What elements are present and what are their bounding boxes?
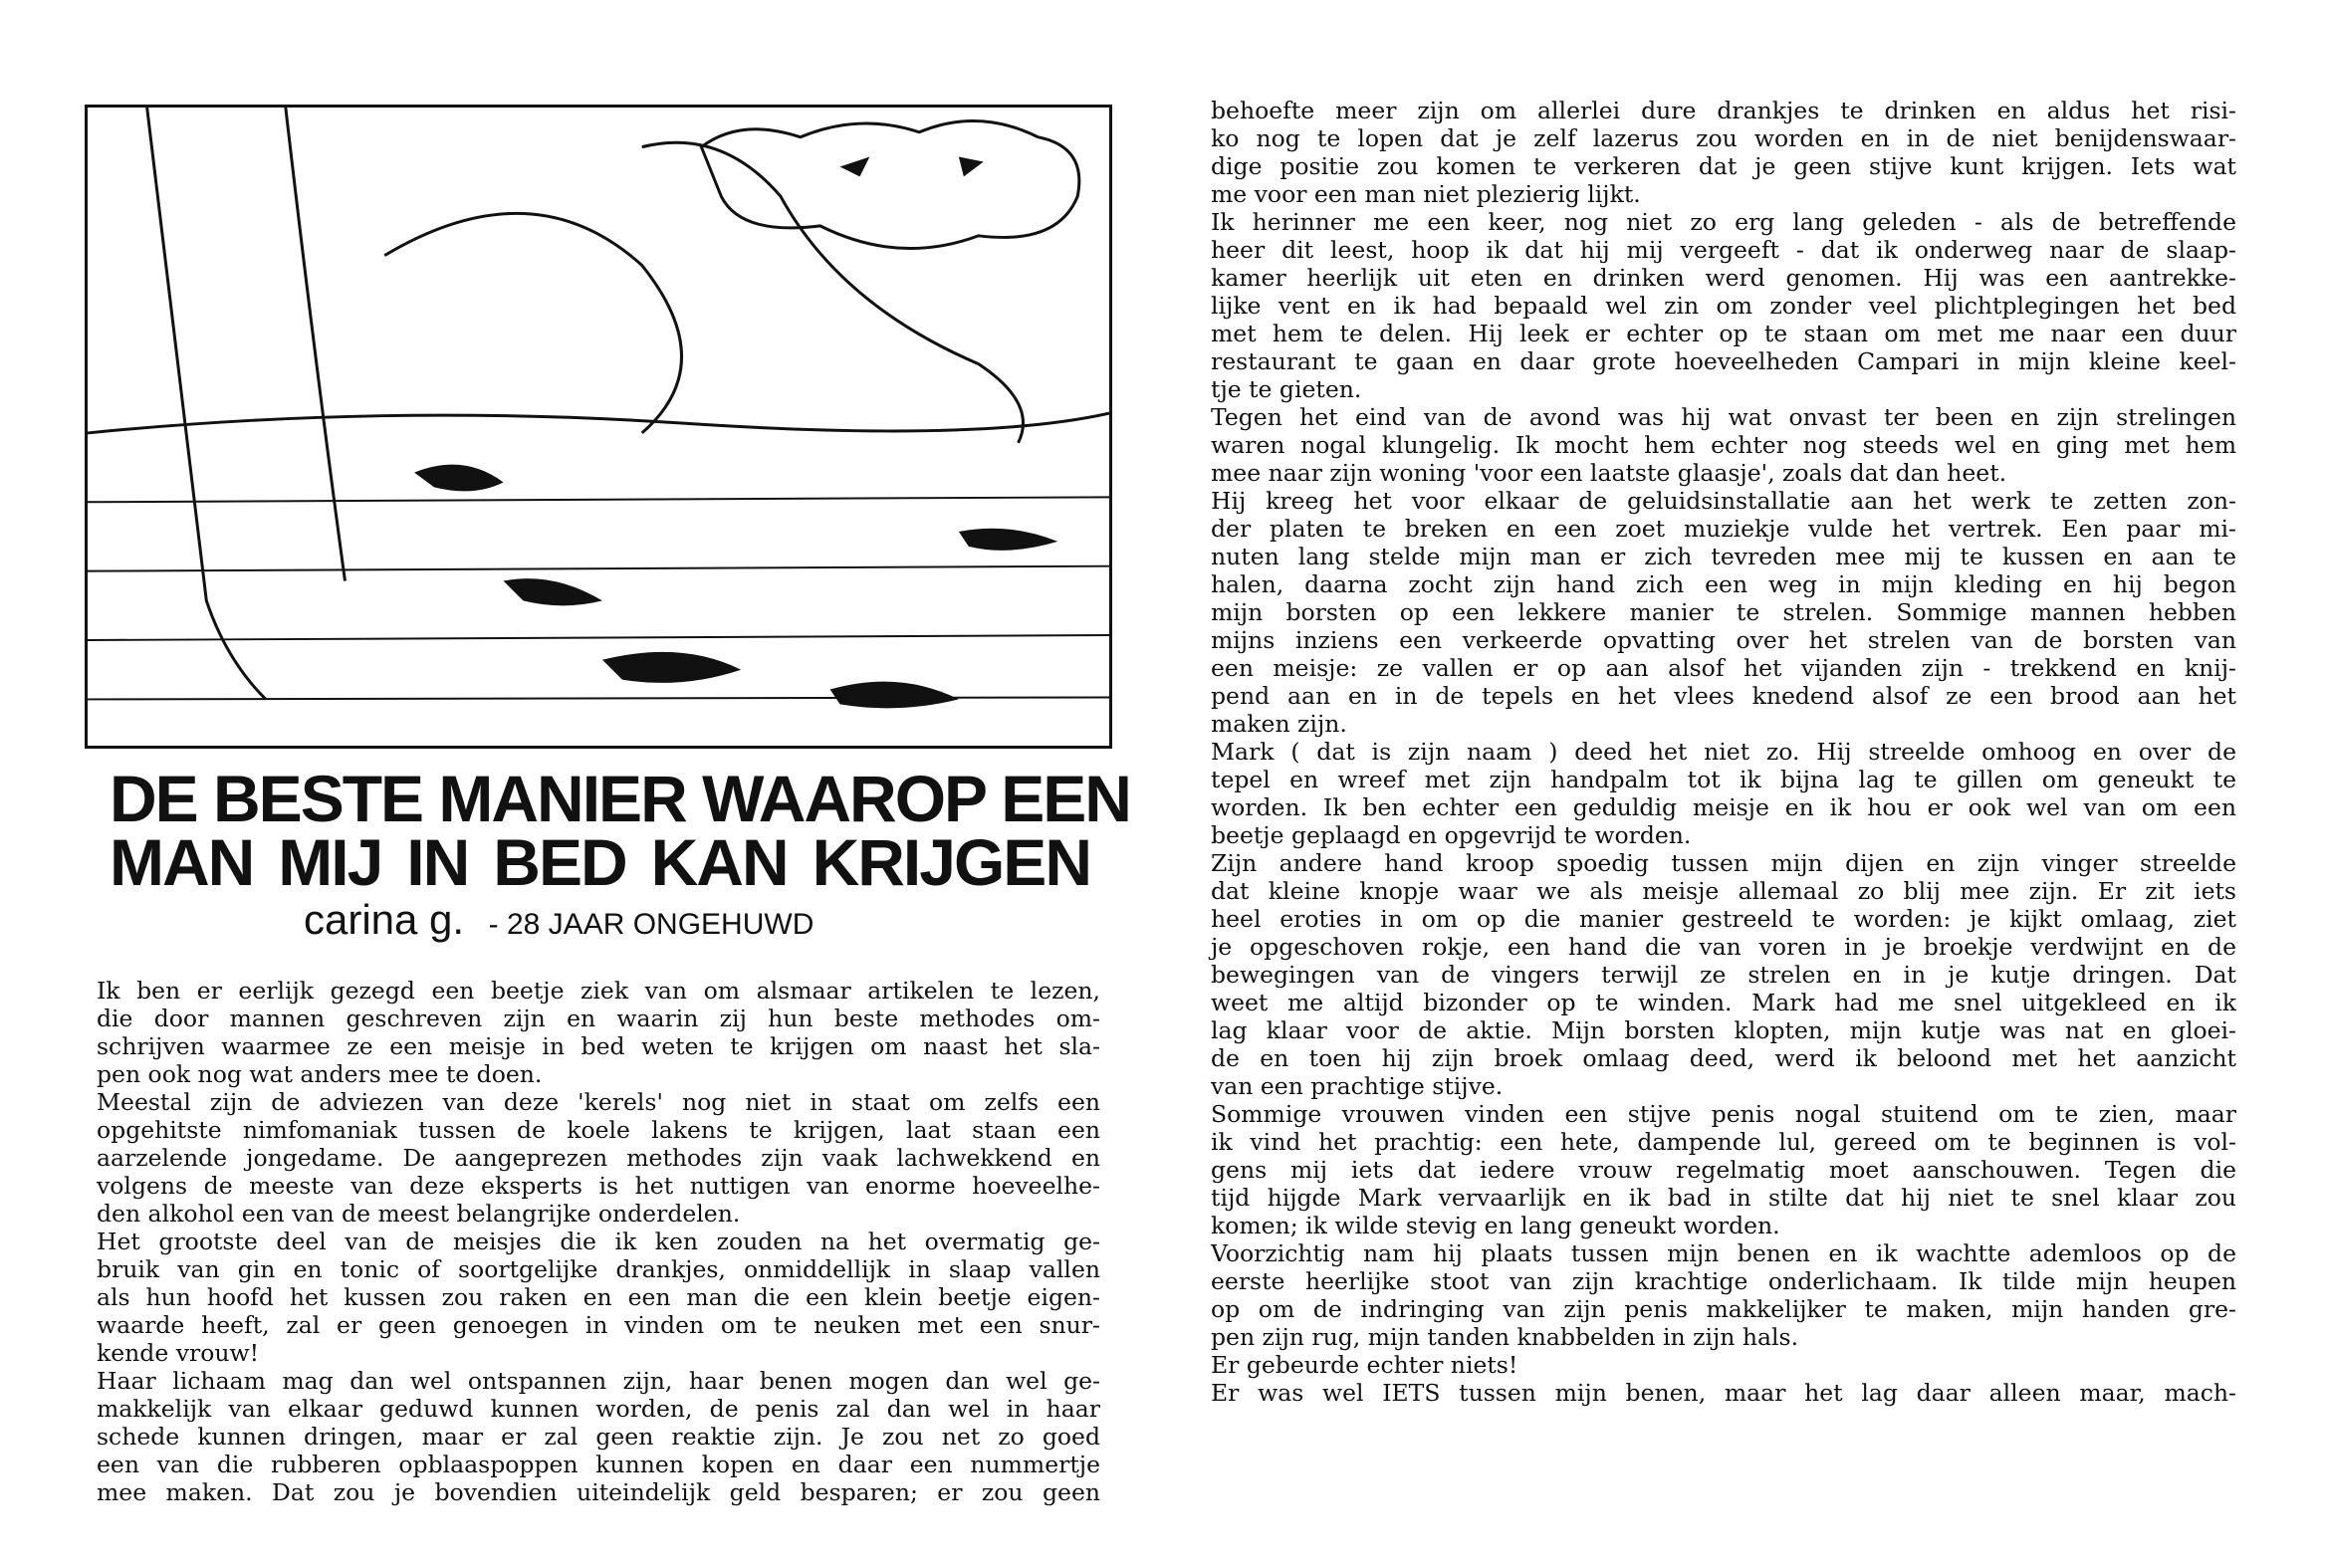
text-line: tijd hijgde Mark vervaarlijk en ik bad in stilte dat hij niet te snel klaar zou: [1211, 1184, 2236, 1212]
text-line: ko nog te lopen dat je zelf lazerus zou worden en in de niet benijdenswaar-: [1211, 124, 2236, 152]
headline-line-1: DE BESTE MANIER WAAROP EEN: [110, 762, 1130, 835]
text-line: die door mannen geschreven zijn en waarin zij hun beste methodes om-: [97, 1005, 1100, 1032]
article-illustration: [85, 105, 1112, 749]
text-line: mee maken. Dat zou je bovendien uiteindelijk geld besparen; er zou geen: [97, 1478, 1100, 1506]
text-line: weet me altijd bizonder op te winden. Mark had me snel uitgekleed en ik: [1211, 989, 2236, 1016]
text-line: volgens de meeste van deze eksperts is het nuttigen van enorme hoeveelhe-: [97, 1172, 1100, 1200]
text-line: dige positie zou komen te verkeren dat je geen stijve kunt krijgen. Iets wat: [1211, 152, 2236, 180]
text-line: mijn borsten op een lekkere manier te strelen. Sommige mannen hebben: [1211, 598, 2236, 626]
text-line: heel eroties in om op die manier gestreeld te worden: je kijkt omlaag, ziet: [1211, 905, 2236, 933]
paragraph: [1211, 1239, 2236, 1351]
text-line: bruik van gin en tonic of soortgelijke drankjes, onmiddellijk in slaap vallen: [97, 1255, 1100, 1283]
paragraph: [1211, 487, 2236, 738]
text-line: beetje geplaagd en opgevrijd te worden.: [1211, 821, 1692, 849]
paragraph: [1211, 97, 2236, 208]
text-line: tepel en wreef met zijn handpalm tot ik bijna lag te gillen om geneukt te: [1211, 766, 2236, 793]
text-line: behoefte meer zijn om allerlei dure drankjes te drinken en aldus het risi-: [1211, 97, 2236, 124]
text-line: worden. Ik ben echter een geduldig meisje en ik hou er ook wel van om een: [1211, 793, 2236, 821]
text-line: Hij kreeg het voor elkaar de geluidsinstallatie aan het werk te zetten zon-: [1211, 487, 2236, 515]
text-line: op om de indringing van zijn penis makkelijker te maken, mijn handen gre-: [1211, 1295, 2236, 1323]
text-line: waarde heeft, zal er geen genoegen in vinden om te neuken met een snur-: [97, 1311, 1100, 1339]
author-name: carina g.: [304, 896, 465, 943]
byline: [304, 898, 814, 942]
text-line: mee naar zijn woning 'voor een laatste glaasje', zoals dat dan heet.: [1211, 459, 2007, 487]
text-line: bewegingen van de vingers terwijl ze strelen en in je kutje dringen. Dat: [1211, 961, 2236, 989]
text-line: met hem te delen. Hij leek er echter op te staan om met me naar een duur: [1211, 320, 2236, 347]
text-line: opgehitste nimfomaniak tussen de koele lakens te krijgen, laat staan een: [97, 1116, 1100, 1144]
text-line: restaurant te gaan en daar grote hoeveelheden Campari in mijn kleine keel-: [1211, 347, 2236, 375]
text-line: schrijven waarmee ze een meisje in bed weten te krijgen om naast het sla-: [97, 1032, 1100, 1060]
text-line: den alkohol een van de meest belangrijke onderdelen.: [97, 1200, 741, 1228]
paragraph: [97, 1228, 1100, 1367]
text-line: pen ook nog wat anders mee te doen.: [97, 1060, 543, 1088]
text-line: tje te gieten.: [1211, 375, 1362, 403]
text-line: der platen te breken en een zoet muziekje vulde het vertrek. Een paar mi-: [1211, 515, 2236, 543]
text-line: als hun hoofd het kussen zou raken en een man die een klein beetje eigen-: [97, 1283, 1100, 1311]
text-line: heer dit leest, hoop ik dat hij mij vergeeft - dat ik onderweg naar de slaap-: [1211, 236, 2236, 264]
text-line: Er was wel IETS tussen mijn benen, maar het lag daar alleen maar, mach-: [1211, 1379, 2236, 1407]
text-line: Er gebeurde echter niets!: [1211, 1351, 1518, 1379]
text-line: lijke vent en ik had bepaald wel zin om zonder veel plichtplegingen het bed: [1211, 292, 2236, 320]
text-line: ik vind het prachtig: een hete, dampende lul, gereed om te beginnen is vol-: [1211, 1128, 2236, 1156]
text-line: Voorzichtig nam hij plaats tussen mijn benen en ik wachtte ademloos op de: [1211, 1239, 2236, 1267]
text-line: lag klaar voor de aktie. Mijn borsten klopten, mijn kutje was nat en gloei-: [1211, 1016, 2236, 1044]
text-line: kamer heerlijk uit eten en drinken werd genomen. Hij was een aantrekke-: [1211, 264, 2236, 292]
text-line: Ik ben er eerlijk gezegd een beetje ziek van om alsmaar artikelen te lezen,: [97, 977, 1100, 1005]
paragraph: [97, 1088, 1100, 1228]
text-line: Ik herinner me een keer, nog niet zo erg lang geleden - als de betreffende: [1211, 208, 2236, 236]
text-line: een van die rubberen opblaaspoppen kunnen kopen en daar een nummertje: [97, 1451, 1100, 1478]
left-text-column: [97, 977, 1100, 1506]
text-line: dat kleine knopje waar we als meisje allemaal zo blij mee zijn. Er zit iets: [1211, 877, 2236, 905]
text-line: me voor een man niet plezierig lijkt.: [1211, 180, 1641, 208]
text-line: nuten lang stelde mijn man er zich tevreden mee mij te kussen en aan te: [1211, 543, 2236, 570]
paragraph: [1211, 1351, 2236, 1379]
author-meta: - 28 JAAR ONGEHUWD: [488, 908, 814, 941]
text-line: komen; ik wilde stevig en lang geneukt worden.: [1211, 1212, 1780, 1239]
text-line: pen zijn rug, mijn tanden knabbelden in zijn hals.: [1211, 1323, 1799, 1351]
text-line: Meestal zijn de adviezen van deze 'kerels' nog niet in staat om zelfs een: [97, 1088, 1100, 1116]
text-line: kende vrouw!: [97, 1339, 260, 1367]
paragraph: [97, 1367, 1100, 1506]
text-line: halen, daarna zocht zijn hand zich een weg in mijn kleding en hij begon: [1211, 570, 2236, 598]
paragraph: [97, 977, 1100, 1088]
text-line: pend aan en in de tepels en het vlees knedend alsof ze een brood aan het: [1211, 682, 2236, 710]
text-line: makkelijk van elkaar geduwd kunnen worden, de penis zal dan wel in haar: [97, 1395, 1100, 1423]
headline-line-2: MAN MIJ IN BED KAN KRIJGEN: [110, 825, 1090, 899]
text-line: Tegen het eind van de avond was hij wat onvast ter been en zijn strelingen: [1211, 403, 2236, 431]
text-line: je opgeschoven rokje, een hand die van voren in je broekje verdwijnt en de: [1211, 933, 2236, 961]
text-line: de en toen hij zijn broek omlaag deed, werd ik beloond met het aanzicht: [1211, 1044, 2236, 1072]
text-line: Haar lichaam mag dan wel ontspannen zijn, haar benen mogen dan wel ge-: [97, 1367, 1100, 1395]
paragraph: [1211, 849, 2236, 1100]
text-line: Sommige vrouwen vinden een stijve penis nogal stuitend om te zien, maar: [1211, 1100, 2236, 1128]
right-text-column: [1211, 97, 2236, 1407]
text-line: eerste heerlijke stoot van zijn krachtige onderlichaam. Ik tilde mijn heupen: [1211, 1267, 2236, 1295]
text-line: aarzelende jongedame. De aangeprezen methodes zijn vaak lachwekkend en: [97, 1144, 1100, 1172]
text-line: Zijn andere hand kroop spoedig tussen mijn dijen en zijn vinger streelde: [1211, 849, 2236, 877]
text-line: waren nogal klungelig. Ik mocht hem echter nog steeds wel en ging met hem: [1211, 431, 2236, 459]
illustration-drawing: [88, 108, 1109, 746]
paragraph: [1211, 1100, 2236, 1239]
text-line: schede kunnen dringen, maar er zal geen reaktie zijn. Je zou net zo goed: [97, 1423, 1100, 1451]
text-line: maken zijn.: [1211, 710, 1347, 738]
text-line: van een prachtige stijve.: [1211, 1072, 1504, 1100]
text-line: gens mij iets dat iedere vrouw regelmatig moet aanschouwen. Tegen die: [1211, 1156, 2236, 1184]
paragraph: [1211, 738, 2236, 849]
text-line: Mark ( dat is zijn naam ) deed het niet zo. Hij streelde omhoog en over de: [1211, 738, 2236, 766]
text-line: Het grootste deel van de meisjes die ik ken zouden na het overmatig ge-: [97, 1228, 1100, 1255]
paragraph: [1211, 1379, 2236, 1407]
text-line: een meisje: ze vallen er op aan alsof het vijanden zijn - trekkend en knij-: [1211, 654, 2236, 682]
paragraph: [1211, 403, 2236, 487]
text-line: mijns inziens een verkeerde opvatting over het strelen van de borsten van: [1211, 626, 2236, 654]
paragraph: [1211, 208, 2236, 403]
